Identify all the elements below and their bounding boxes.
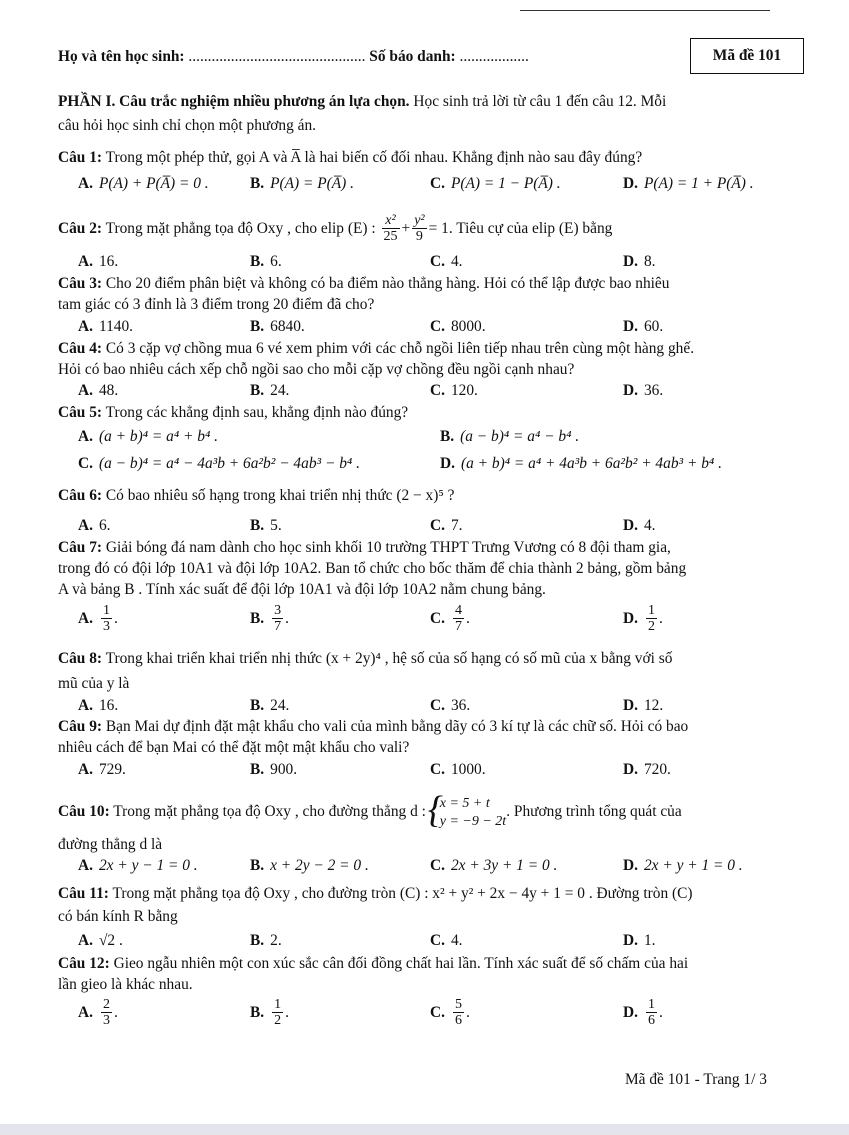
q12-stem: Câu 12: Gieo ngẫu nhiên một con xúc sắc cân đối đồng chất hai lần. Tính xác suất để số chấm của hai bbox=[58, 955, 689, 972]
q6-option-b: B. 5. bbox=[250, 517, 282, 534]
q1-option-c: C. P(A) = 1 − P(A̅) . bbox=[430, 175, 561, 192]
q6-option-a: A. 6. bbox=[78, 517, 111, 534]
q10-option-d: D. 2x + y + 1 = 0 . bbox=[623, 857, 743, 874]
q9-stem: Câu 9: Bạn Mai dự định đặt mật khẩu cho vali của mình bằng dãy có 3 kí tự là các chữ số. Hỏi có bao bbox=[58, 718, 689, 735]
q11-stem: Câu 11: Trong mặt phẳng tọa độ Oxy , cho đường tròn (C) : x² + y² + 2x − 4y + 1 = 0 . Đường tròn (C) bbox=[58, 885, 693, 902]
q8-stem-2: mũ của y là bbox=[58, 675, 130, 692]
q5-option-b: B. (a − b)⁴ = a⁴ − b⁴ . bbox=[440, 428, 580, 445]
q1-label: Câu 1: bbox=[58, 149, 103, 166]
q1-option-d: D. P(A) = 1 + P(A̅) . bbox=[623, 175, 754, 192]
q6-option-d: D. 4. bbox=[623, 517, 656, 534]
part1-line2: câu hỏi học sinh chỉ chọn một phương án. bbox=[58, 117, 316, 134]
q11-option-b: B. 2. bbox=[250, 932, 282, 949]
q11-option-c: C. 4. bbox=[430, 932, 463, 949]
q2-frac-x: $\frac{\text{x²}}{25}$ bbox=[383, 213, 398, 245]
q5-option-c: C. (a − b)⁴ = a⁴ − 4a³b + 6a²b² − 4ab³ − b⁴ . bbox=[78, 455, 360, 472]
q4-option-d: D. 36. bbox=[623, 382, 664, 399]
q4-option-b: B. 24. bbox=[250, 382, 290, 399]
q3-option-c: C. 8000. bbox=[430, 318, 486, 335]
q10-system: { x = 5 + t y = −9 − 2t bbox=[430, 795, 506, 830]
q1-option-a: A. P(A) + P(A̅) = 0 . bbox=[78, 175, 209, 192]
q1-option-b: B. P(A) = P(A̅) . bbox=[250, 175, 355, 192]
q7-option-b: B. $\frac{3}{7}$ . bbox=[250, 603, 289, 635]
q10-option-c: C. 2x + 3y + 1 = 0 . bbox=[430, 857, 558, 874]
q8-option-a: A. 16. bbox=[78, 697, 119, 714]
q1-stem bbox=[58, 149, 849, 167]
q8-option-d: D. 12. bbox=[623, 697, 664, 714]
top-rule bbox=[520, 10, 770, 11]
q2-frac-y: $\frac{\text{y²}}{9}$ bbox=[414, 213, 425, 245]
q10-option-b: B. x + 2y − 2 = 0 . bbox=[250, 857, 369, 874]
q2-stem: Câu 2: Trong mặt phẳng tọa độ Oxy , cho elip (E) : $\frac{\text{x²}}{25}$ + $\frac{\text{y²}}{9}$ = 1. Tiêu cự của elip (E) bằng bbox=[58, 213, 613, 245]
q4-option-a: A. 48. bbox=[78, 382, 119, 399]
q12-option-b: B. $\frac{1}{2}$ . bbox=[250, 997, 289, 1029]
q5-option-a: A. (a + b)⁴ = a⁴ + b⁴ . bbox=[78, 428, 218, 445]
q12-option-d: D. $\frac{1}{6}$ . bbox=[623, 997, 663, 1029]
q4-stem: Câu 4: Có 3 cặp vợ chồng mua 6 vé xem phim với các chỗ ngồi liên tiếp nhau trên cùng một hàng ghế. bbox=[58, 340, 695, 357]
name-dots: .............................................. bbox=[188, 48, 366, 65]
q9-option-d: D. 720. bbox=[623, 761, 671, 778]
q2-option-c: C. 4. bbox=[430, 253, 463, 270]
q2-option-b: B. 6. bbox=[250, 253, 282, 270]
q5-stem: Câu 5: Trong các khẳng định sau, khẳng định nào đúng? bbox=[58, 404, 409, 421]
part1-line1 bbox=[58, 93, 849, 111]
sbd-label: Số báo danh: bbox=[369, 48, 456, 65]
q9-option-b: B. 900. bbox=[250, 761, 298, 778]
student-info bbox=[58, 48, 529, 66]
q6-stem: Câu 6: Có bao nhiêu số hạng trong khai triển nhị thức (2 − x)⁵ ? bbox=[58, 487, 455, 504]
q7-option-d: D. $\frac{1}{2}$ . bbox=[623, 603, 663, 635]
q10-stem-2: đường thẳng d là bbox=[58, 836, 163, 853]
q2-label: Câu 2: bbox=[58, 219, 103, 237]
q7-stem: Câu 7: Giải bóng đá nam dành cho học sinh khối 10 trường THPT Trưng Vương có 8 đội tham gia, bbox=[58, 539, 671, 556]
bottom-bar bbox=[0, 1124, 849, 1135]
q3-option-d: D. 60. bbox=[623, 318, 664, 335]
q2-option-a: A. 16. bbox=[78, 253, 119, 270]
q7-option-c: C. $\frac{4}{7}$ . bbox=[430, 603, 470, 635]
q11-stem-2: có bán kính R bằng bbox=[58, 908, 178, 925]
q4-stem-2: Hỏi có bao nhiêu cách xếp chỗ ngồi sao cho mỗi cặp vợ chồng đều ngồi cạnh nhau? bbox=[58, 361, 575, 378]
q3-option-a: A. 1140. bbox=[78, 318, 134, 335]
q3-stem-2: tam giác có 3 đỉnh là 3 điểm trong 20 điểm đã cho? bbox=[58, 296, 375, 313]
q9-option-c: C. 1000. bbox=[430, 761, 486, 778]
exam-code-box: Mã đề 101 bbox=[690, 38, 804, 74]
q7-stem-2: trong đó có đội lớp 10A1 và đội lớp 10A2. Ban tổ chức cho bốc thăm để chia thành 2 bảng, gồm bảng bbox=[58, 560, 687, 577]
q10-stem: Câu 10: Trong mặt phẳng tọa độ Oxy , cho đường thẳng d : { x = 5 + t y = −9 − 2t . Phương trình tổng quát của bbox=[58, 795, 849, 830]
q12-option-c: C. $\frac{5}{6}$ . bbox=[430, 997, 470, 1029]
q2-option-d: D. 8. bbox=[623, 253, 656, 270]
q8-option-b: B. 24. bbox=[250, 697, 290, 714]
q9-option-a: A. 729. bbox=[78, 761, 126, 778]
sbd-dots: .................. bbox=[459, 48, 529, 65]
q11-option-d: D. 1. bbox=[623, 932, 656, 949]
page-footer: Mã đề 101 - Trang 1/ 3 bbox=[625, 1071, 767, 1088]
q8-option-c: C. 36. bbox=[430, 697, 471, 714]
name-label: Họ và tên học sinh: bbox=[58, 48, 185, 65]
q7-stem-3: A và bảng B . Tính xác suất để đội lớp 10A1 và đội lớp 10A2 nằm chung bảng. bbox=[58, 581, 546, 598]
q7-option-a: A. $\frac{1}{3}$ . bbox=[78, 603, 118, 635]
q1-text: Trong một phép thử, gọi A và A̅ là hai biến cố đối nhau. Khẳng định nào sau đây đúng? bbox=[102, 149, 643, 166]
part1-title: PHẦN I. Câu trắc nghiệm nhiều phương án lựa chọn. bbox=[58, 93, 410, 110]
q9-stem-2: nhiêu cách để bạn Mai có thể đặt một mật khẩu cho vali? bbox=[58, 739, 410, 756]
q12-option-a: A. $\frac{2}{3}$ . bbox=[78, 997, 118, 1029]
q10-option-a: A. 2x + y − 1 = 0 . bbox=[78, 857, 198, 874]
q3-stem: Câu 3: Cho 20 điểm phân biệt và không có ba điểm nào thẳng hàng. Hỏi có thể lập được bao nhiêu bbox=[58, 275, 670, 292]
q12-stem-2: lần gieo là khác nhau. bbox=[58, 976, 193, 993]
q8-stem: Câu 8: Trong khai triển khai triển nhị thức (x + 2y)⁴ , hệ số của số hạng có số mũ của x bằng với số bbox=[58, 650, 673, 667]
q5-option-d: D. (a + b)⁴ = a⁴ + 4a³b + 6a²b² + 4ab³ + b⁴ . bbox=[440, 455, 722, 472]
q11-option-a: A. √2 . bbox=[78, 932, 123, 949]
q4-option-c: C. 120. bbox=[430, 382, 478, 399]
part1-instruction: Học sinh trả lời từ câu 1 đến câu 12. Mỗi bbox=[409, 93, 667, 110]
q3-option-b: B. 6840. bbox=[250, 318, 305, 335]
q6-option-c: C. 7. bbox=[430, 517, 463, 534]
